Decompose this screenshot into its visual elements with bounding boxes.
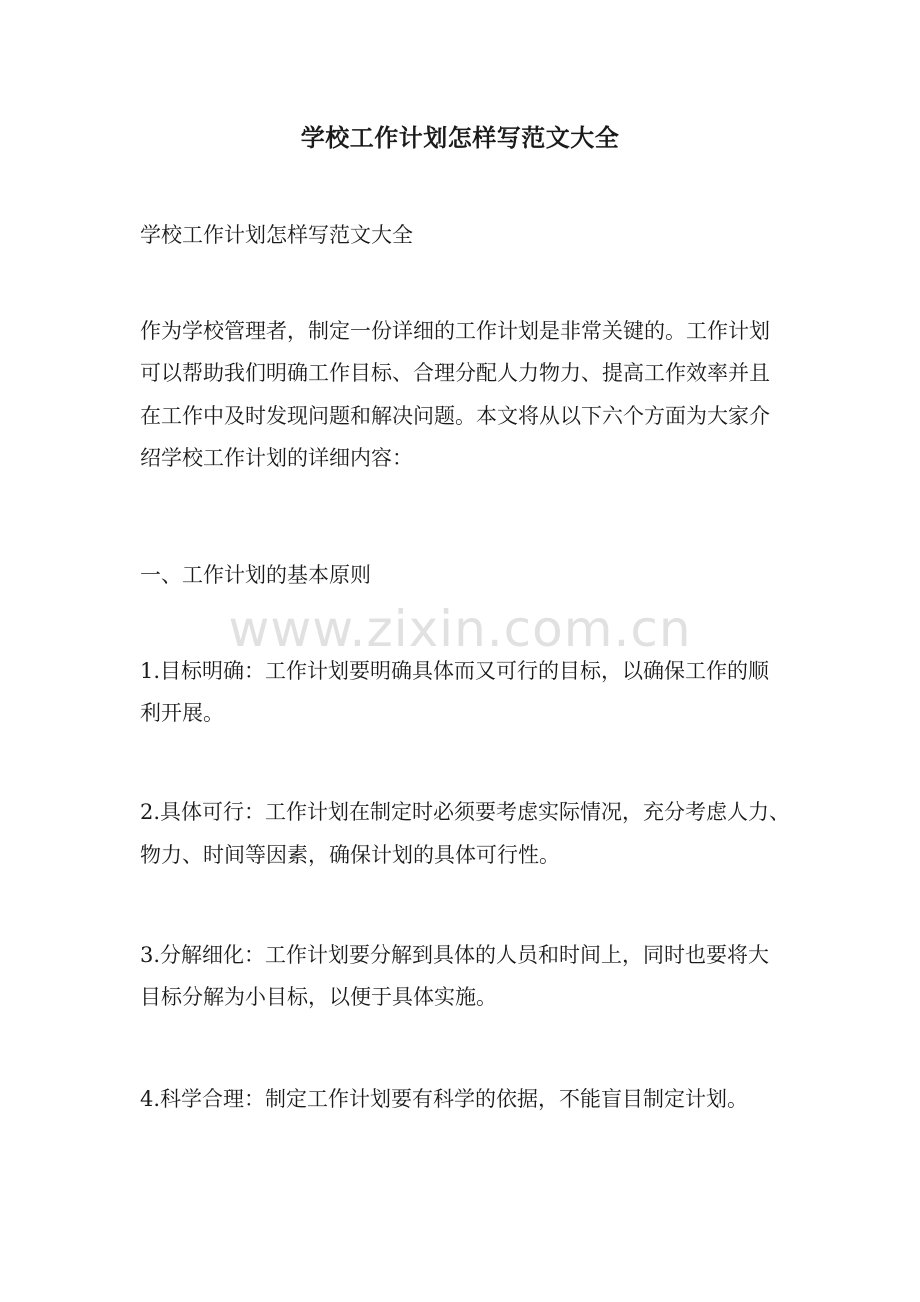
item-2-line-1: 2.具体可行：工作计划在制定时必须要考虑实际情况，充分考虑人力、: [140, 800, 791, 824]
item-4-line-1: 4.科学合理：制定工作计划要有科学的依据，不能盲目制定计划。: [140, 1087, 749, 1111]
item-1-line-2: 利开展。: [140, 701, 224, 725]
item-3-line-1: 3.分解细化：工作计划要分解到具体的人员和时间上，同时也要将大: [140, 943, 770, 967]
document-title: 学校工作计划怎样写范文大全: [300, 123, 620, 152]
item-1-line-1: 1.目标明确：工作计划要明确具体而又可行的目标，以确保工作的顺: [140, 659, 770, 683]
intro-line-2: 可以帮助我们明确工作目标、合理分配人力物力、提高工作效率并且: [140, 361, 770, 385]
item-2-line-2: 物力、时间等因素，确保计划的具体可行性。: [140, 843, 560, 867]
intro-line-4: 绍学校工作计划的详细内容：: [140, 446, 413, 470]
item-3-line-2: 目标分解为小目标，以便于具体实施。: [140, 985, 497, 1009]
watermark: www.zixin.com.cn: [228, 600, 692, 658]
section-heading-1: 一、工作计划的基本原则: [140, 563, 371, 587]
intro-line-1: 作为学校管理者，制定一份详细的工作计划是非常关键的。工作计划: [140, 319, 770, 343]
document-subtitle: 学校工作计划怎样写范文大全: [140, 223, 413, 247]
intro-line-3: 在工作中及时发现问题和解决问题。本文将从以下六个方面为大家介: [140, 404, 770, 428]
